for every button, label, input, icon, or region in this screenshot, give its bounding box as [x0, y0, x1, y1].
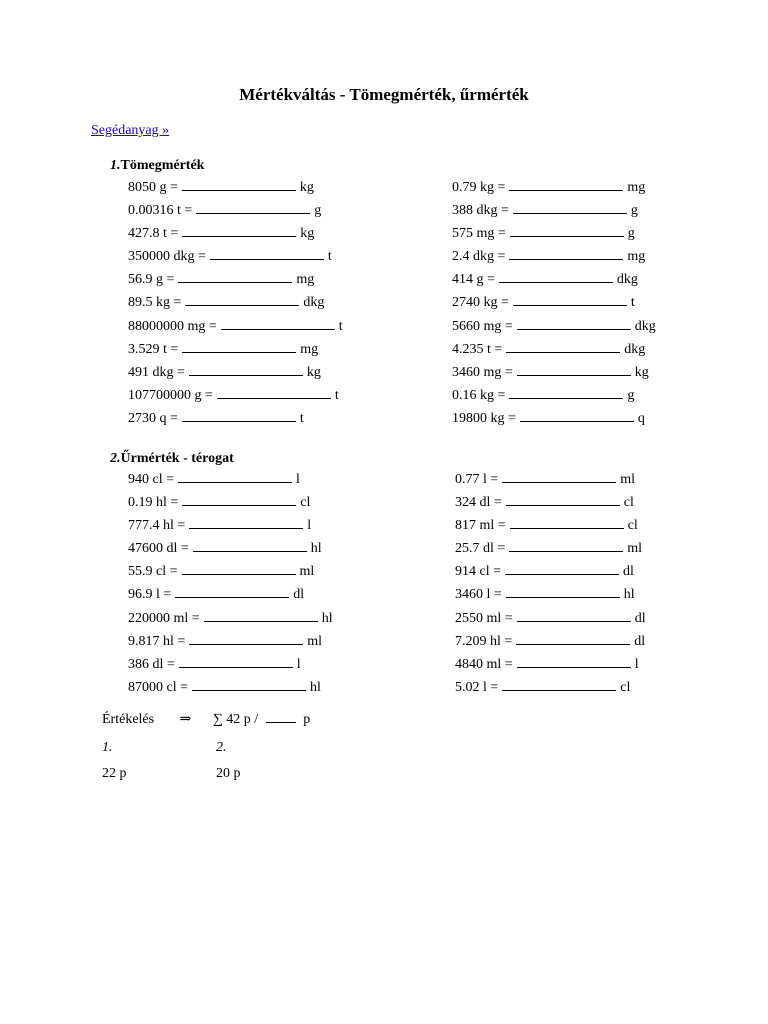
exercise-unit: dkg [634, 318, 656, 334]
exercise-question: 88000000 mg = [128, 318, 217, 334]
exercise-unit: dl [623, 564, 634, 580]
answer-blank[interactable] [178, 268, 292, 283]
helper-material-link[interactable]: Segédanyag » [91, 123, 170, 138]
answer-blank[interactable] [517, 607, 631, 622]
exercise-row [128, 630, 428, 653]
exercise-question: 19800 kg = [452, 410, 516, 426]
exercise-row [455, 607, 755, 630]
exercise-question: 491 dkg = [128, 364, 185, 380]
exercise-unit: g [630, 203, 638, 219]
exercise-row [128, 514, 428, 537]
exercise-row [128, 607, 428, 630]
section-1-left-column [128, 176, 428, 430]
exercise-question: 386 dl = [128, 656, 175, 672]
answer-blank[interactable] [513, 291, 627, 306]
exercise-row [128, 583, 428, 606]
exercise-row [128, 291, 428, 314]
score-blank[interactable] [266, 709, 296, 723]
answer-blank[interactable] [204, 607, 318, 622]
exercise-unit: q [637, 410, 645, 426]
exercise-question: 25.7 dl = [455, 541, 506, 557]
exercise-question: 940 cl = [128, 472, 174, 487]
exercise-question: 87000 cl = [128, 679, 188, 695]
exercise-unit: g [627, 387, 635, 403]
page-title: Mértékváltás - Tömegmérték, űrmérték [239, 85, 529, 104]
answer-blank[interactable] [502, 676, 616, 691]
exercise-question: 777.4 hl = [128, 518, 186, 534]
exercise-row [455, 468, 755, 491]
answer-blank[interactable] [506, 491, 620, 506]
exercise-question: 0.19 hl = [128, 495, 179, 511]
exercise-question: 3460 mg = [452, 364, 513, 380]
exercise-unit: ml [620, 472, 636, 487]
exercise-unit: hl [310, 679, 321, 695]
exercise-unit: l [296, 656, 301, 672]
exercise-row [452, 199, 752, 222]
exercise-unit: kg [299, 180, 314, 195]
exercise-row [452, 245, 752, 268]
exercise-row [452, 176, 752, 199]
section-1-label: Tömegmérték [120, 158, 205, 173]
exercise-unit: kg [300, 226, 315, 242]
exercise-row [128, 491, 428, 514]
exercise-unit: t [327, 249, 332, 265]
exercise-question: 0.16 kg = [452, 387, 506, 403]
exercise-question: 5660 mg = [452, 318, 513, 334]
exercise-unit: g [314, 203, 322, 219]
exercise-unit: ml [307, 633, 323, 649]
exercise-question: 388 dkg = [452, 203, 509, 219]
arrow-icon: ⇒ [179, 712, 192, 727]
exercise-unit: mg [300, 341, 319, 357]
exercise-unit: l [307, 518, 312, 534]
answer-blank[interactable] [179, 653, 293, 668]
exercise-question: 4.235 t = [452, 341, 503, 357]
exercise-row [128, 338, 428, 361]
answer-blank[interactable] [520, 407, 634, 422]
exercise-row [128, 361, 428, 384]
section-2-right-column [455, 468, 755, 699]
answer-blank[interactable] [182, 491, 296, 506]
exercise-unit: dkg [616, 272, 638, 288]
exercise-row [128, 468, 428, 491]
exercise-row [455, 630, 755, 653]
exercise-unit: dl [634, 610, 646, 626]
section-1-right-column [452, 176, 752, 430]
answer-blank[interactable] [178, 468, 292, 483]
exercise-row [128, 653, 428, 676]
part-2-points: 20 p [216, 766, 241, 781]
exercise-unit: dl [634, 633, 646, 649]
exercise-unit: cl [623, 495, 634, 511]
exercise-row [128, 268, 428, 291]
exercise-unit: mg [627, 249, 646, 265]
exercise-unit: mg [627, 180, 646, 195]
exercise-row [128, 199, 428, 222]
answer-blank[interactable] [193, 537, 307, 552]
section-2-heading [110, 451, 234, 467]
exercise-unit: ml [299, 564, 315, 580]
exercise-question: 220000 ml = [128, 610, 200, 626]
exercise-row [128, 245, 428, 268]
exercise-row [128, 222, 428, 245]
answer-blank[interactable] [192, 676, 306, 691]
answer-blank[interactable] [513, 199, 627, 214]
exercise-question: 914 cl = [455, 564, 501, 580]
section-1-number: 1. [110, 158, 121, 173]
exercise-question: 3.529 t = [128, 341, 179, 357]
answer-blank[interactable] [189, 361, 303, 376]
exercise-unit: mg [296, 272, 315, 288]
section-2-left-column [128, 468, 428, 699]
exercise-row [452, 222, 752, 245]
exercise-question: 2.4 dkg = [452, 249, 506, 265]
answer-blank[interactable] [509, 245, 623, 260]
exercise-row [455, 560, 755, 583]
exercise-row [452, 407, 752, 430]
exercise-unit: ml [627, 541, 643, 557]
exercise-unit: dkg [624, 341, 646, 357]
exercise-question: 7.209 hl = [455, 633, 513, 649]
exercise-question: 2740 kg = [452, 295, 509, 311]
exercise-unit: cl [620, 679, 631, 695]
exercise-row [452, 384, 752, 407]
exercise-question: 8050 g = [128, 180, 178, 195]
exercise-unit: t [338, 318, 343, 334]
exercise-question: 89.5 kg = [128, 295, 182, 311]
part-1-points: 22 p [102, 766, 127, 781]
answer-blank[interactable] [516, 630, 630, 645]
exercise-question: 2730 q = [128, 410, 178, 426]
answer-blank[interactable] [217, 384, 331, 399]
exercise-row [128, 384, 428, 407]
evaluation-sum: ∑ 42 p / [212, 712, 259, 727]
exercise-unit: kg [306, 364, 321, 380]
exercise-row [455, 583, 755, 606]
answer-blank[interactable] [499, 268, 613, 283]
exercise-question: 0.77 l = [455, 472, 499, 487]
exercise-unit: t [630, 295, 635, 311]
exercise-row [128, 676, 428, 699]
section-2-label: Űrmérték - térogat [120, 451, 234, 466]
answer-blank[interactable] [505, 560, 619, 575]
answer-blank[interactable] [517, 653, 631, 668]
exercise-row [455, 514, 755, 537]
exercise-question: 324 dl = [455, 495, 502, 511]
exercise-unit: hl [310, 541, 322, 557]
answer-blank[interactable] [517, 315, 631, 330]
answer-blank[interactable] [510, 514, 624, 529]
answer-blank[interactable] [506, 338, 620, 353]
answer-blank[interactable] [502, 468, 616, 483]
exercise-question: 817 ml = [455, 518, 506, 534]
answer-blank[interactable] [509, 384, 623, 399]
exercise-row [128, 537, 428, 560]
exercise-question: 107700000 g = [128, 387, 213, 403]
exercise-question: 350000 dkg = [128, 249, 206, 265]
exercise-question: 575 mg = [452, 226, 506, 242]
exercise-unit: dl [293, 587, 305, 603]
exercise-row [455, 676, 755, 699]
exercise-unit: g [627, 226, 635, 242]
exercise-question: 96.9 l = [128, 587, 172, 603]
exercise-question: 2550 ml = [455, 610, 513, 626]
exercise-row [128, 176, 428, 199]
answer-blank[interactable] [506, 583, 620, 598]
exercise-row [452, 268, 752, 291]
answer-blank[interactable] [189, 630, 303, 645]
exercise-unit: cl [300, 495, 311, 511]
exercise-question: 9.817 hl = [128, 633, 186, 649]
part-1-number: 1. [102, 740, 113, 755]
exercise-row [455, 537, 755, 560]
answer-blank[interactable] [175, 583, 289, 598]
exercise-question: 0.00316 t = [128, 203, 193, 219]
answer-blank[interactable] [509, 176, 623, 191]
answer-blank[interactable] [185, 291, 299, 306]
answer-blank[interactable] [182, 222, 296, 237]
exercise-unit: cl [627, 518, 638, 534]
exercise-unit: t [299, 410, 304, 426]
exercise-question: 5.02 l = [455, 679, 499, 695]
answer-blank[interactable] [189, 514, 303, 529]
exercise-unit: hl [623, 587, 635, 603]
answer-blank[interactable] [182, 407, 296, 422]
exercise-row [455, 491, 755, 514]
exercise-unit: l [296, 472, 300, 487]
exercise-row [452, 291, 752, 314]
exercise-question: 4840 ml = [455, 656, 513, 672]
exercise-question: 56.9 g = [128, 272, 175, 288]
exercise-question: 414 g = [452, 272, 495, 288]
evaluation-label: Értékelés [102, 712, 155, 727]
exercise-question: 427.8 t = [128, 226, 179, 242]
part-2-number: 2. [216, 740, 227, 755]
answer-blank[interactable] [509, 537, 623, 552]
answer-blank[interactable] [510, 222, 624, 237]
answer-blank[interactable] [517, 361, 631, 376]
exercise-row [128, 315, 428, 338]
exercise-unit: dkg [303, 295, 325, 311]
section-2-number: 2. [110, 451, 121, 466]
evaluation-line [102, 709, 310, 728]
exercise-row [452, 315, 752, 338]
exercise-unit: l [634, 656, 639, 672]
answer-blank[interactable] [221, 315, 335, 330]
exercise-row [452, 361, 752, 384]
exercise-unit: kg [634, 364, 649, 380]
answer-blank[interactable] [182, 338, 296, 353]
exercise-question: 3460 l = [455, 587, 502, 603]
exercise-unit: t [334, 387, 339, 403]
exercise-row [128, 407, 428, 430]
answer-blank[interactable] [182, 560, 296, 575]
exercise-row [455, 653, 755, 676]
exercise-unit: hl [321, 610, 333, 626]
answer-blank[interactable] [196, 199, 310, 214]
answer-blank[interactable] [210, 245, 324, 260]
exercise-question: 47600 dl = [128, 541, 189, 557]
section-1-heading [110, 158, 204, 174]
answer-blank[interactable] [182, 176, 296, 191]
exercise-row [128, 560, 428, 583]
exercise-question: 0.79 kg = [452, 180, 506, 195]
exercise-row [452, 338, 752, 361]
exercise-question: 55.9 cl = [128, 564, 178, 580]
evaluation-unit: p [303, 712, 311, 727]
